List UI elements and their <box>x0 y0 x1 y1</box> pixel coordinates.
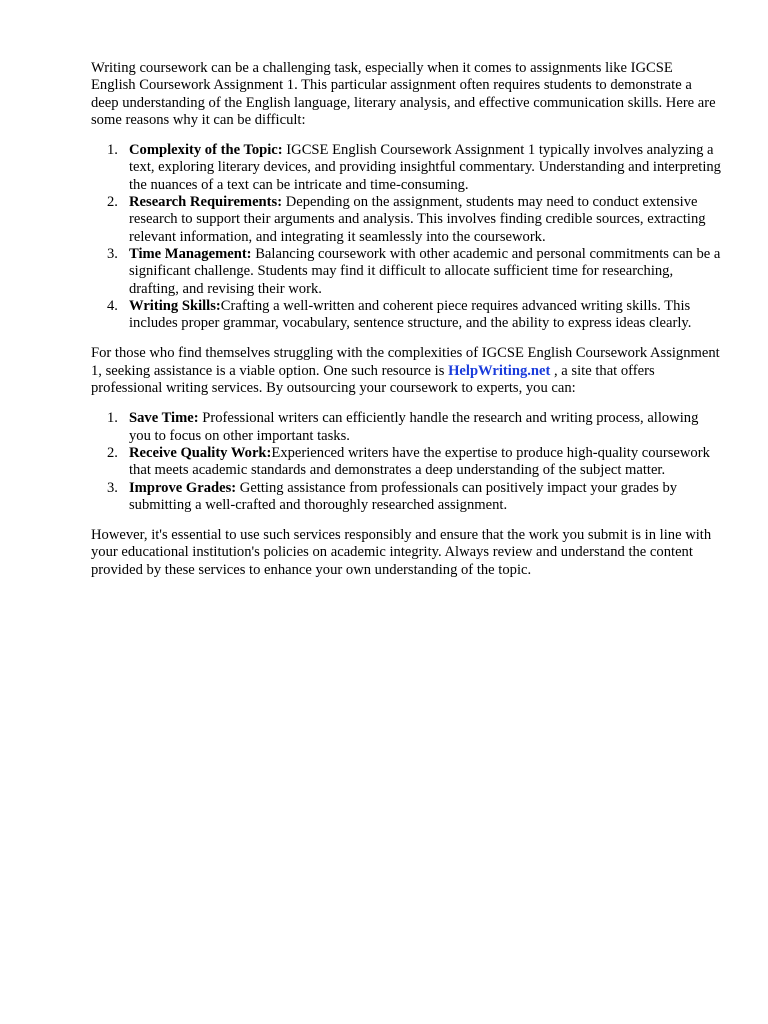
list-number: 3. <box>107 479 118 496</box>
difficulty-reasons-list <box>91 142 721 332</box>
resource-paragraph <box>91 345 721 397</box>
list-text: Experienced writers have the expertise to produce high-quality coursework that meets academic standards and demonstrates a deep understanding of the subject matter. <box>129 444 710 479</box>
list-term: Complexity of the Topic: <box>129 142 283 159</box>
list-text: Balancing coursework with other academic and personal commitments can be a significant challenge. Students may find it difficult to allocate sufficient time for researching, drafting, and revising their work. <box>129 245 721 297</box>
list-text: Professional writers can efficiently handle the research and writing process, allowing you to focus on other important tasks. <box>129 410 699 444</box>
closing-paragraph: However, it's essential to use such services responsibly and ensure that the work you submit is in line with your educational institution's policies on academic integrity. Always review and understand the content provided by these services to enhance your own understanding of the topic. <box>91 527 712 578</box>
list-number: 3. <box>107 245 118 262</box>
list-item <box>91 194 721 246</box>
resource-text-before: For those who find themselves struggling with the complexities of IGCSE English Coursework Assignment 1, seeking assistance is a viable option. One such resource is <box>91 345 720 379</box>
resource-text-after: , a site that offers professional writing services. By outsourcing your coursework to experts, you can: <box>91 362 655 397</box>
list-term: Save Time: <box>129 410 199 427</box>
list-number: 1. <box>107 142 118 159</box>
list-text: Getting assistance from professionals can positively impact your grades by submitting a well-crafted and thoroughly researched assignment. <box>129 479 678 513</box>
list-number: 2. <box>107 444 118 461</box>
intro-paragraph: Writing coursework can be a challenging task, especially when it comes to assignments like IGCSE English Coursework Assignment 1. This particular assignment often requires students to demonstrate a deep understanding of the English language, literary analysis, and effective communication skills. Here are some reasons why it can be difficult: <box>91 60 716 128</box>
list-term: Improve Grades: <box>129 479 237 496</box>
list-item <box>91 410 721 445</box>
document-page <box>91 60 721 579</box>
list-term: Research Requirements: <box>129 194 283 211</box>
list-term: Time Management: <box>129 245 252 262</box>
list-text: Depending on the assignment, students may need to conduct extensive research to support their arguments and analysis. This involves finding credible sources, extracting relevant information, and integrating it seamlessly into the coursework. <box>129 194 706 245</box>
list-number: 2. <box>107 194 118 211</box>
list-item <box>91 298 721 333</box>
list-text: IGCSE English Coursework Assignment 1 typically involves analyzing a text, exploring literary devices, and providing insightful commentary. Understanding and interpreting the nuances of a text can be intricate and time-consuming. <box>129 142 721 193</box>
list-number: 4. <box>107 297 118 314</box>
benefits-list <box>91 410 721 514</box>
list-item <box>91 445 721 480</box>
list-number: 1. <box>107 410 118 427</box>
helpwriting-link[interactable]: HelpWriting.net <box>448 362 551 379</box>
list-item <box>91 246 721 298</box>
list-text: Crafting a well-written and coherent piece requires advanced writing skills. This includes proper grammar, vocabulary, sentence structure, and the ability to express ideas clearly. <box>129 297 692 332</box>
list-term: Receive Quality Work: <box>129 444 272 461</box>
list-item <box>91 142 721 194</box>
list-term: Writing Skills: <box>129 297 221 314</box>
list-item <box>91 480 721 515</box>
